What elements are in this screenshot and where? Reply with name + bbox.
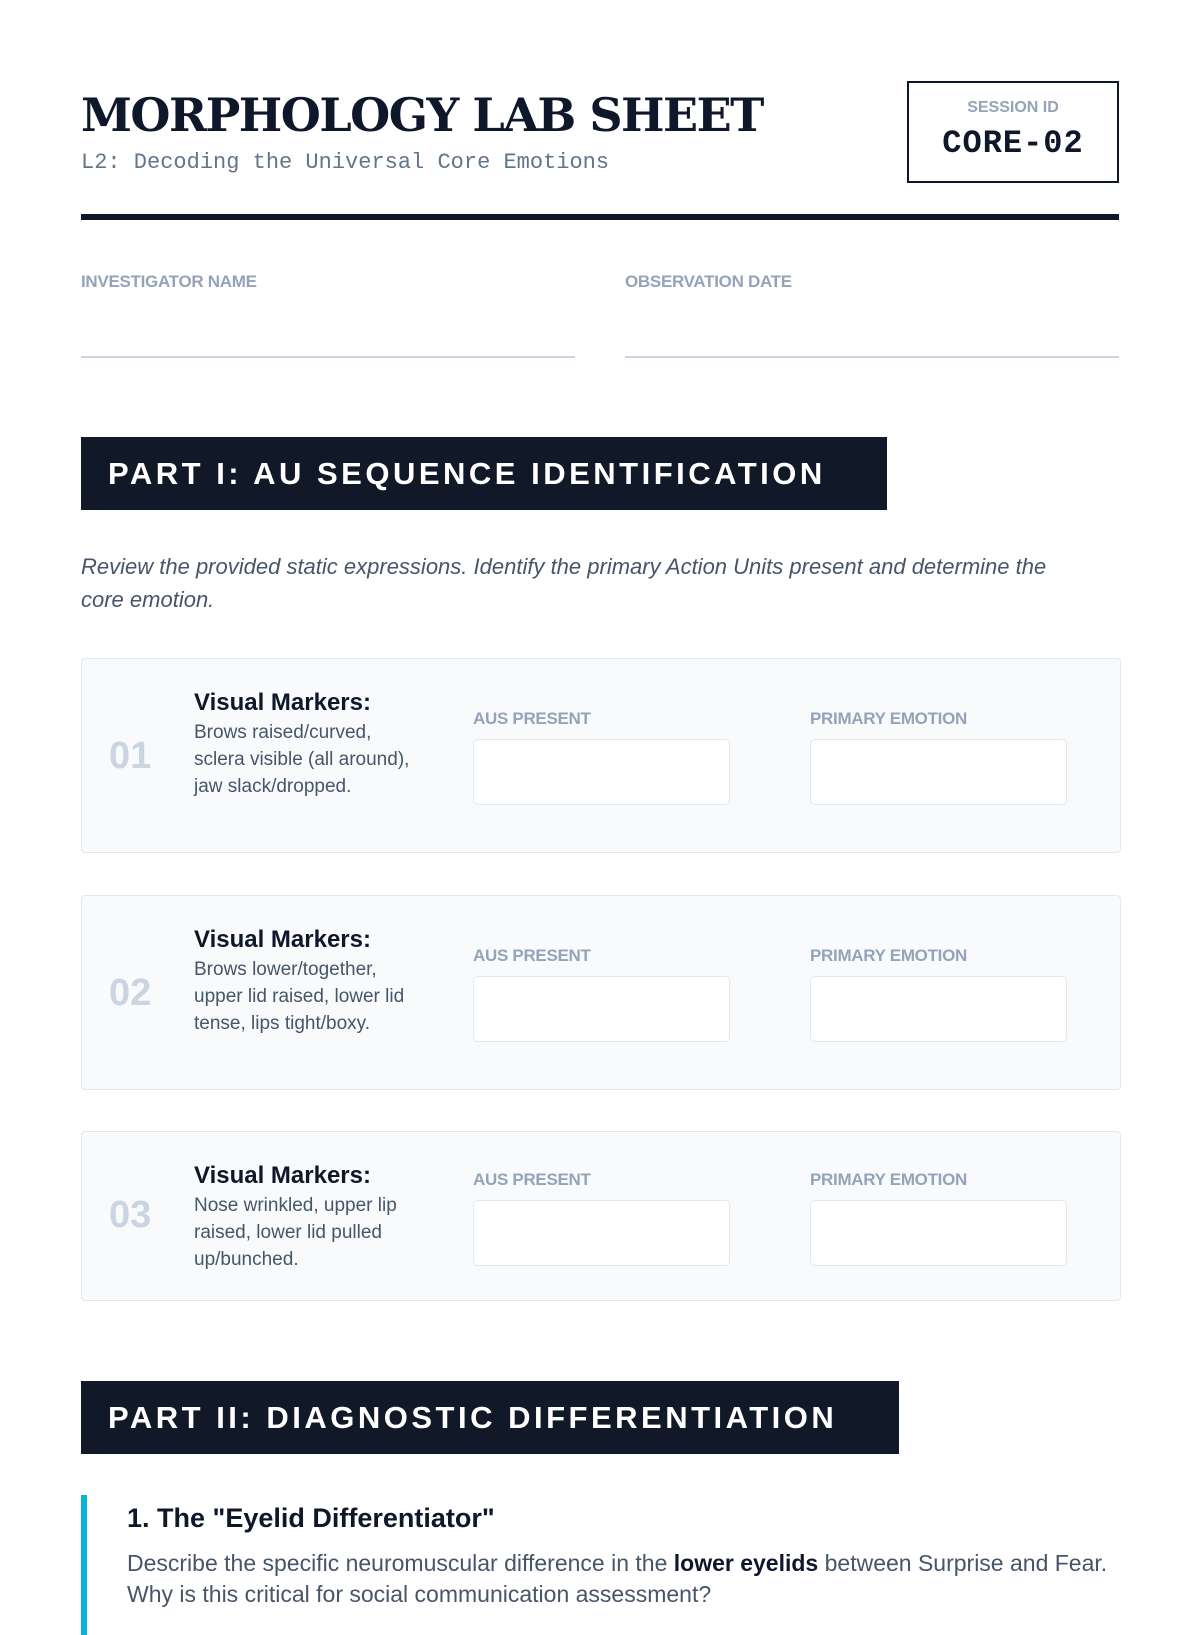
aus-present-label: AUS PRESENT — [473, 946, 591, 965]
visual-markers — [194, 687, 419, 800]
observation-date-field[interactable] — [625, 272, 1119, 358]
session-id-label: SESSION ID — [967, 99, 1059, 116]
expression-item-03 — [81, 1131, 1121, 1301]
primary-emotion-column — [810, 709, 1068, 805]
investigator-name-field[interactable] — [81, 272, 575, 358]
visual-markers — [194, 924, 419, 1037]
page-title: MORPHOLOGY LAB SHEET — [81, 88, 763, 142]
question-text-post: between Surprise and Fear. Why is this critical for social communication assessment? — [127, 1550, 1108, 1607]
observation-date-label: OBSERVATION DATE — [625, 272, 792, 291]
expression-item-01 — [81, 658, 1121, 853]
question-text-pre: Describe the specific neuromuscular difference in the — [127, 1550, 674, 1576]
aus-present-column — [473, 1170, 731, 1266]
item-number: 03 — [109, 1194, 152, 1236]
visual-markers-text: Brows raised/curved, sclera visible (all around), jaw slack/dropped. — [194, 722, 410, 797]
session-id-box — [907, 81, 1119, 183]
part-one-instructions: Review the provided static expressions. Identify the primary Action Units present and determine the core emotion. — [81, 554, 1047, 612]
visual-markers-text: Brows lower/together, upper lid raised, lower lid tense, lips tight/boxy. — [194, 959, 405, 1034]
aus-present-input[interactable] — [473, 739, 730, 805]
part-two-heading: PART II: DIAGNOSTIC DIFFERENTIATION — [81, 1381, 899, 1454]
question-text-bold: lower eyelids — [673, 1550, 819, 1576]
question-title: 1. The "Eyelid Differentiator" — [127, 1503, 495, 1533]
investigator-name-label: INVESTIGATOR NAME — [81, 272, 257, 291]
part-one-heading: PART I: AU SEQUENCE IDENTIFICATION — [81, 437, 887, 510]
primary-emotion-column — [810, 946, 1068, 1042]
visual-markers-text: Nose wrinkled, upper lip raised, lower lid pulled up/bunched. — [194, 1195, 397, 1270]
visual-markers-title: Visual Markers: — [194, 1162, 371, 1189]
sheet-header — [81, 0, 1119, 220]
expression-item-02 — [81, 895, 1121, 1090]
session-id-value: CORE-02 — [942, 125, 1084, 162]
primary-emotion-label: PRIMARY EMOTION — [810, 709, 968, 728]
primary-emotion-input[interactable] — [810, 739, 1067, 805]
aus-present-label: AUS PRESENT — [473, 709, 591, 728]
aus-present-column — [473, 709, 731, 805]
visual-markers-title: Visual Markers: — [194, 689, 371, 716]
primary-emotion-input[interactable] — [810, 976, 1067, 1042]
primary-emotion-label: PRIMARY EMOTION — [810, 946, 968, 965]
header-fields — [81, 272, 1119, 358]
aus-present-label: AUS PRESENT — [473, 1170, 591, 1189]
primary-emotion-column — [810, 1170, 1068, 1266]
primary-emotion-label: PRIMARY EMOTION — [810, 1170, 968, 1189]
item-number: 01 — [109, 735, 152, 777]
visual-markers-title: Visual Markers: — [194, 926, 371, 953]
aus-present-input[interactable] — [473, 1200, 730, 1266]
item-number: 02 — [109, 972, 152, 1014]
aus-present-input[interactable] — [473, 976, 730, 1042]
primary-emotion-input[interactable] — [810, 1200, 1067, 1266]
visual-markers — [194, 1160, 419, 1273]
question-text — [127, 1548, 1121, 1610]
aus-present-column — [473, 946, 731, 1042]
page-subtitle: L2: Decoding the Universal Core Emotions — [81, 150, 610, 175]
question-eyelid-differentiator — [81, 1495, 1121, 1635]
